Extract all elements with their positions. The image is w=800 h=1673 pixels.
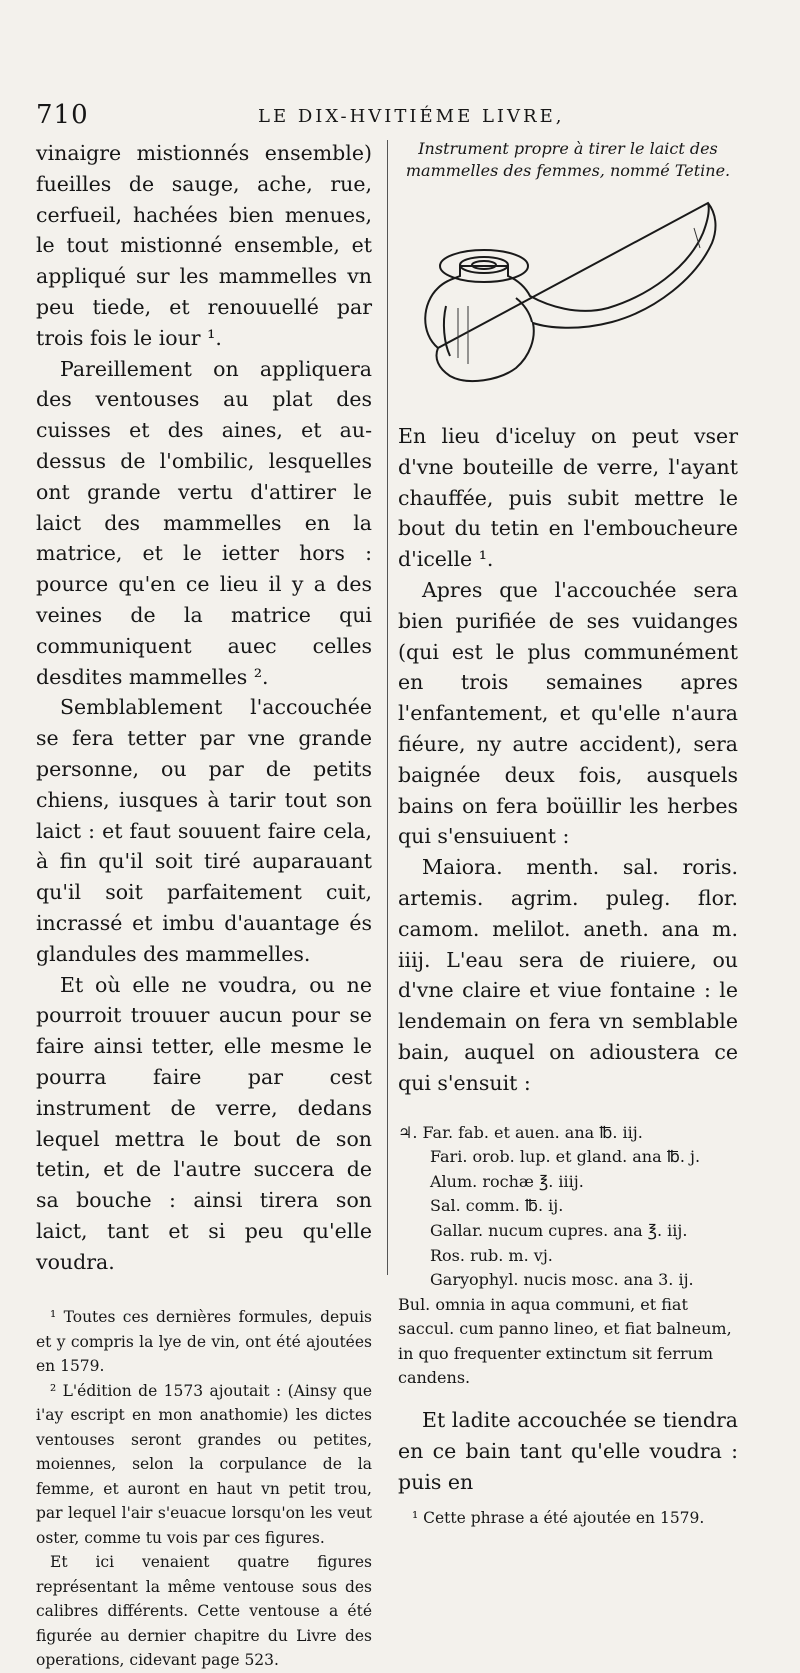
recipe-line: ♃. Far. fab. et auen. ana ℔. iij. bbox=[398, 1122, 643, 1142]
right-column bbox=[398, 138, 738, 1545]
footnote: ² L'édition de 1573 ajoutait : (Ainsy que i'ay escript en mon anathomie) les dictes ventouses seront grandes ou petites, moiennes, selon la corpulance de la femme, et auront en haut vn petit trou, par lequel l'air s'euacue lorsqu'on les veut oster, comme tu vois par ces figures. bbox=[36, 1381, 372, 1547]
paragraph: Maiora. menth. sal. roris. artemis. agrim. puleg. flor. camom. melilot. aneth. ana m. iiij. L'eau sera de riuiere, ou d'vne claire et viue fontaine : le lendemain on fera vn semblable bain, auquel on adioustera ce qui s'ensuit : bbox=[398, 855, 738, 1095]
paragraph: Pareillement on appliquera des ventouses au plat des cuisses et des aines, et au-dessus de l'ombilic, lesquelles ont grande vertu d'attirer le laict des mammelles en la matrice, et le ietter hors : pource qu'en ce lieu il y a des veines de la matrice qui communiquent auec celles desdites mammelles ². bbox=[36, 356, 372, 689]
paragraph: vinaigre mistionnés ensemble) fueilles de sauge, ache, rue, cerfueil, hachées bien menues, le tout mistionné ensemble, et appliqué sur les mammelles vn peu tiede, et renouuellé par trois fois le iour ¹. bbox=[36, 141, 372, 350]
recipe-line: Sal. comm. ℔. ij. bbox=[430, 1196, 564, 1216]
paragraph: Et où elle ne voudra, ou ne pourroit trouuer aucun pour se faire ainsi tetter, elle mesme le pourra faire par cest instrument de verre, dedans lequel mettra le bout de son tetin, et de l'autre succera de sa bouche : ainsi tirera son laict, tant et si peu qu'elle voudra. bbox=[36, 972, 372, 1274]
paragraph: En lieu d'iceluy on peut vser d'vne bouteille de verre, l'ayant chauffée, puis subit mettre le bout du tetin en l'emboucheure d'icelle ¹. bbox=[398, 424, 738, 572]
column-divider bbox=[387, 140, 388, 1275]
recipe-line: Garyophyl. nucis mosc. ana 3. ij. bbox=[430, 1270, 694, 1290]
footnote: ¹ Toutes ces dernières formules, depuis et y compris la lye de vin, ont été ajoutées en 1579. bbox=[36, 1308, 372, 1376]
paragraph: Et ladite accouchée se tiendra en ce bain tant qu'elle voudra : puis en bbox=[398, 1408, 738, 1494]
breast-pump-illustration bbox=[398, 188, 738, 413]
footnote: ¹ Cette phrase a été ajoutée en 1579. bbox=[412, 1509, 705, 1528]
page-number: 710 bbox=[36, 100, 89, 130]
recipe-line: Alum. rochæ ℥. iiij. bbox=[430, 1171, 584, 1191]
recipe-line: Ros. rub. m. vj. bbox=[430, 1245, 553, 1265]
recipe-list bbox=[398, 1121, 738, 1392]
left-column bbox=[36, 138, 372, 1673]
paragraph: Apres que l'accouchée sera bien purifiée de ses vuidanges (qui est le plus communément en trois semaines apres l'enfantement, et qu'elle n'aura fiéure, ny autre accident), sera baignée deux fois, ausquels bains on fera boüillir les herbes qui s'ensuiuent : bbox=[398, 577, 738, 849]
page-header bbox=[36, 100, 736, 132]
recipe-line: Fari. orob. lup. et gland. ana ℔. j. bbox=[430, 1147, 701, 1167]
footnote: Et ici venaient quatre figures représentant la même ventouse sous des calibres différents. Cette ventouse a été figurée au dernier chapitre du Livre des operations, cidevant page 523. bbox=[36, 1553, 372, 1670]
recipe-line: Gallar. nucum cupres. ana ℥. iij. bbox=[430, 1220, 688, 1240]
running-title: LE DIX-HVITIÉME LIVRE, bbox=[258, 106, 565, 127]
paragraph: Semblablement l'accouchée se fera tetter par vne grande personne, ou par de petits chiens, iusques à tarir tout son laict : et faut souuent faire cela, à fin qu'il soit tiré auparauant qu'il soit parfaitement cuit, incrassé et imbu d'auantage és glandules des mammelles. bbox=[36, 695, 372, 966]
recipe-line: Bul. omnia in aqua communi, et fiat saccul. cum panno lineo, et fiat balneum, in quo frequenter extinctum sit ferrum candens. bbox=[398, 1294, 732, 1388]
figure-caption: Instrument propre à tirer le laict des mammelles des femmes, nommé Tetine. bbox=[405, 139, 731, 180]
